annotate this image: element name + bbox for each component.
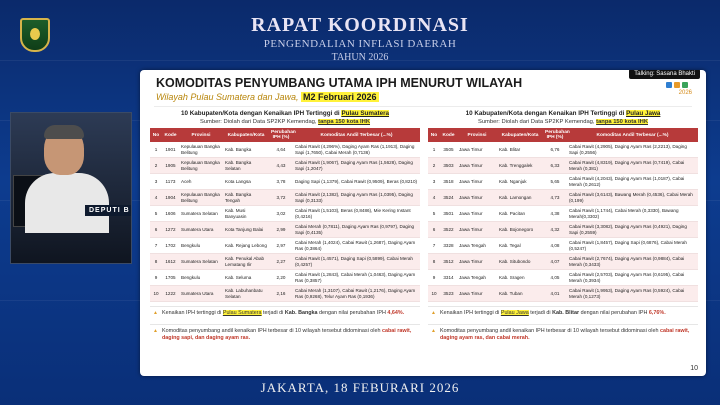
- table-cell: 8: [150, 254, 162, 270]
- table-cell: Cabai Rawit (2,1382), Daging Ayam Ras (1,0395), Daging Sapi (0,3133): [293, 190, 420, 206]
- table-row: [428, 206, 698, 222]
- table-cell: 3: [150, 174, 162, 190]
- table-cell: Cabai Rawit (1,1744), Cabai Merah (0,3330), Bawang Merah(0,3302): [567, 206, 698, 222]
- table-cell: Jawa Timur: [457, 286, 497, 302]
- table-cell: 8: [428, 254, 440, 270]
- table-cell: 3518: [440, 174, 457, 190]
- table-cell: 5: [428, 206, 440, 222]
- table-cell: Kepulauan Bangka Belitung: [179, 190, 223, 206]
- table-row: [150, 286, 420, 302]
- table-cell: 4,07: [543, 254, 567, 270]
- table-cell: 2,16: [269, 286, 293, 302]
- footer-location-date: JAKARTA, 18 FEBURARI 2026: [260, 380, 460, 395]
- table-cell: Aceh: [179, 174, 223, 190]
- table-cell: 3,02: [269, 206, 293, 222]
- event-title: RAPAT KOORDINASI: [251, 14, 469, 36]
- table-cell: Jawa Timur: [457, 190, 497, 206]
- panel-note: ▲ Komoditas penyumbang andil kenaikan IPH terbesar di 10 wilayah tersebut didominasi oleh cabai rawit, daging ayam ras, dan cabai merah.: [428, 324, 698, 345]
- column-header: Provinsi: [179, 128, 223, 142]
- table-cell: 1612: [162, 254, 179, 270]
- table-cell: 2,99: [269, 222, 293, 238]
- table-cell: Cabai Rawit (2,7674), Daging Ayam Ras (0,9884), Cabai Merah (0,3433): [567, 254, 698, 270]
- table-row: [150, 206, 420, 222]
- table-cell: 1705: [162, 270, 179, 286]
- table-row: [428, 254, 698, 270]
- table-row: [428, 142, 698, 158]
- table-cell: Bengkulu: [179, 238, 223, 254]
- table-cell: Cabai Rawit (1,5103), Beras (0,8486), Mie Kering Instant (0,4216): [293, 206, 420, 222]
- table-cell: 5: [150, 206, 162, 222]
- table-cell: 3: [428, 174, 440, 190]
- column-header: Komoditas Andil Terbesar (...%): [293, 128, 420, 142]
- speaker-nameplate: DEPUTI B: [85, 205, 132, 216]
- table-row: [150, 174, 420, 190]
- table-cell: Daging Sapi (1,1379), Cabai Rawit (0,9509), Beras (0,8210): [293, 174, 420, 190]
- column-header: Komoditas Andil Terbesar (...%): [567, 128, 698, 142]
- column-header: No: [428, 128, 440, 142]
- table-cell: Cabai Rawit (3,6143), Bawang Merah (0,4536), Cabai Merah (0,199): [567, 190, 698, 206]
- table-row: [428, 174, 698, 190]
- table-cell: Cabai Rawit (4,296%), Daging Ayam Ras (1,1913), Daging Sapi (1,7650), Cabai Merah (0,7136): [293, 142, 420, 158]
- table-cell: 5,65: [543, 174, 567, 190]
- table-row: [428, 158, 698, 174]
- table-cell: 1222: [162, 286, 179, 302]
- column-header: No: [150, 128, 162, 142]
- column-header: Kode: [162, 128, 179, 142]
- table-cell: Cabai Rawit (3,3082), Daging Ayam Ras (0,4921), Daging Sapi (0,2559): [567, 222, 698, 238]
- column-header: Kabupaten/Kota: [223, 128, 269, 142]
- table-cell: 3512: [440, 254, 457, 270]
- jawa-table: [428, 128, 698, 302]
- table-cell: 1: [150, 142, 162, 158]
- slide-title: KOMODITAS PENYUMBANG UTAMA IPH MENURUT WILAYAH: [156, 76, 523, 90]
- column-header: Provinsi: [457, 128, 497, 142]
- panel-title: 10 Kabupaten/Kota dengan Kenaikan IPH Tertinggi di Pulau Jawa: [465, 110, 661, 117]
- table-cell: Kab. Situbondo: [497, 254, 543, 270]
- sumatera-panel: [150, 110, 420, 345]
- table-cell: 4,01: [543, 286, 567, 302]
- table-cell: 4: [150, 190, 162, 206]
- sumatera-table: [150, 128, 420, 302]
- table-cell: Cabai Merah (0,7811), Daging Ayam Ras (0,9797), Daging Sapi (0,4135): [293, 222, 420, 238]
- table-cell: Kab. Bangka: [223, 142, 269, 158]
- table-row: [150, 158, 420, 174]
- panel-source: Sumber: Diolah dari Data SP2KP Kemendag, tanpa 150 kota IHK: [477, 119, 649, 125]
- table-cell: 3503: [440, 158, 457, 174]
- table-cell: Sumatera Selatan: [179, 254, 223, 270]
- page-number: 10: [690, 365, 698, 372]
- table-cell: 4,43: [269, 158, 293, 174]
- talking-indicator: Talking: Sasana Bhakti: [629, 70, 700, 79]
- panel-note: ▲ Kenaikan IPH tertinggi di Pulau Jawa terjadi di Kab. Blitar dengan nilai perubahan IPH 6,76%.: [428, 306, 698, 320]
- table-cell: 2,27: [269, 254, 293, 270]
- table-cell: Kab. Labuhanbatu Selatan: [223, 286, 269, 302]
- panel-title: 10 Kabupaten/Kota dengan Kenaikan IPH Tertinggi di Pulau Sumatera: [180, 110, 390, 117]
- table-cell: 4,32: [543, 222, 567, 238]
- table-cell: 1901: [162, 142, 179, 158]
- jawa-panel: [428, 110, 698, 345]
- table-cell: Kab. Rejang Lebong: [223, 238, 269, 254]
- table-cell: 2,20: [269, 270, 293, 286]
- table-cell: Cabai Rawit (1,4571), Daging Sapi (0,5899), Cabai Merah (0,4257): [293, 254, 420, 270]
- table-row: [428, 286, 698, 302]
- table-cell: Cabai Merah (1,3107), Cabai Rawit (1,2176), Daging Ayam Ras (0,9268), Telur Ayam Ras (0,1936): [293, 286, 420, 302]
- presentation-slide: [140, 70, 706, 376]
- table-cell: Kab. Lamongan: [497, 190, 543, 206]
- table-cell: 4,38: [543, 206, 567, 222]
- table-cell: Jawa Tengah: [457, 238, 497, 254]
- table-cell: Kab. Penukal Abab Lematang Ilir: [223, 254, 269, 270]
- table-cell: Cabai Rawit (4,8319), Daging Ayam Ras (0,7419), Cabai Merah (0,381): [567, 158, 698, 174]
- table-cell: 7: [428, 238, 440, 254]
- table-cell: Cabai Rawit (4,2905), Daging Ayam Ras (2,2213), Daging Sapi (0,2556): [567, 142, 698, 158]
- table-cell: Kab. Bangka Selatan: [223, 158, 269, 174]
- event-year: TAHUN 2026: [331, 52, 389, 63]
- table-cell: 2,97: [269, 238, 293, 254]
- table-cell: 3314: [440, 270, 457, 286]
- table-cell: Sumatera Utara: [179, 286, 223, 302]
- table-row: [428, 222, 698, 238]
- table-row: [428, 190, 698, 206]
- table-cell: 4,73: [543, 190, 567, 206]
- table-cell: 3523: [440, 286, 457, 302]
- table-cell: Sumatera Utara: [179, 222, 223, 238]
- table-cell: Kab. Blitar: [497, 142, 543, 158]
- table-cell: Kab. Nganjuk: [497, 174, 543, 190]
- table-cell: 6,33: [543, 158, 567, 174]
- table-cell: Kota Tanjung Balai: [223, 222, 269, 238]
- table-cell: Jawa Tengah: [457, 270, 497, 286]
- table-cell: 1905: [162, 158, 179, 174]
- table-cell: Cabai Rawit (1,8457), Daging Sapi (0,6876), Cabai Merah (0,5247): [567, 238, 698, 254]
- table-cell: Kepulauan Bangka Belitung: [179, 142, 223, 158]
- table-row: [428, 238, 698, 254]
- table-cell: Kab. Tegal: [497, 238, 543, 254]
- table-cell: 4,05: [543, 270, 567, 286]
- table-cell: 4,08: [543, 238, 567, 254]
- table-cell: 3505: [440, 142, 457, 158]
- table-cell: 2: [150, 158, 162, 174]
- table-cell: Jawa Timur: [457, 158, 497, 174]
- table-cell: 1702: [162, 238, 179, 254]
- table-cell: Kab. Seluma: [223, 270, 269, 286]
- table-row: [150, 190, 420, 206]
- column-header: Perubahan IPH (%): [545, 130, 570, 140]
- panel-note: ▲ Komoditas penyumbang andil kenaikan IPH terbesar di 10 wilayah tersebut didominasi oleh cabai rawit, daging sapi, dan daging ayam ras.: [150, 324, 420, 345]
- table-row: [428, 270, 698, 286]
- table-cell: Jawa Timur: [457, 254, 497, 270]
- panel-source: Sumber: Diolah dari Data SP2KP Kemendag, tanpa 150 kota IHK: [199, 119, 371, 125]
- table-row: [150, 142, 420, 158]
- table-row: [150, 238, 420, 254]
- table-cell: 3522: [440, 222, 457, 238]
- table-cell: 4: [428, 190, 440, 206]
- table-cell: Cabai Rawit (2,5703), Daging Ayam Ras (0,6195), Cabai Merah (0,3934): [567, 270, 698, 286]
- table-cell: 4,64: [269, 142, 293, 158]
- table-cell: Bengkulu: [179, 270, 223, 286]
- slide-subtitle: Wilayah Pulau Sumatera dan Jawa, M2 Februari 2026: [156, 92, 377, 102]
- table-cell: Cabai Rawit (1,9953), Daging Ayam Ras (0,5924), Cabai Merah (0,1273): [567, 286, 698, 302]
- table-cell: 1272: [162, 222, 179, 238]
- table-cell: Kab. Musi Banyuasin: [223, 206, 269, 222]
- table-cell: Sumatera Selatan: [179, 206, 223, 222]
- table-cell: 3,78: [269, 174, 293, 190]
- table-cell: 1173: [162, 174, 179, 190]
- speaker-body: [25, 173, 109, 233]
- table-cell: 1606: [162, 206, 179, 222]
- table-cell: Kab. Tuban: [497, 286, 543, 302]
- column-header: Kode: [440, 128, 457, 142]
- table-cell: 6,76: [543, 142, 567, 158]
- table-cell: 3501: [440, 206, 457, 222]
- event-subtitle: PENGENDALIAN INFLASI DAERAH: [263, 38, 457, 50]
- panel-note: ▲ Kenaikan IPH tertinggi di Pulau Sumatera terjadi di Kab. Bangka dengan nilai perubahan IPH 4,64%.: [150, 306, 420, 320]
- speaker-video: [10, 112, 132, 264]
- table-cell: 3,72: [269, 190, 293, 206]
- column-header: Kabupaten/Kota: [497, 128, 543, 142]
- table-cell: Jawa Timur: [457, 222, 497, 238]
- table-cell: 7: [150, 238, 162, 254]
- table-cell: 2: [428, 158, 440, 174]
- table-cell: Cabai Rawit (1,9067), Daging Ayam Ras (1,5628), Daging Sapi (1,2047): [293, 158, 420, 174]
- table-cell: 3524: [440, 190, 457, 206]
- table-row: [150, 270, 420, 286]
- table-cell: Kab. Sragen: [497, 270, 543, 286]
- table-cell: Jawa Timur: [457, 142, 497, 158]
- table-cell: 10: [428, 286, 440, 302]
- table-cell: 9: [428, 270, 440, 286]
- table-cell: 1: [428, 142, 440, 158]
- table-row: [150, 222, 420, 238]
- table-cell: 10: [150, 286, 162, 302]
- table-cell: 6: [428, 222, 440, 238]
- table-cell: Kota Langsa: [223, 174, 269, 190]
- column-header: Perubahan IPH (%): [271, 130, 296, 140]
- table-cell: 6: [150, 222, 162, 238]
- table-cell: Jawa Timur: [457, 206, 497, 222]
- table-cell: Kepulauan Bangka Belitung: [179, 158, 223, 174]
- table-cell: Cabai Rawit (1,2843), Cabai Merah (1,0463), Daging Ayam Ras (0,3857): [293, 270, 420, 286]
- table-cell: Kab. Bangka Tengah: [223, 190, 269, 206]
- table-cell: Cabai Rawit (4,2043), Daging Ayam Ras (1,0187), Cabai Merah (0,2612): [567, 174, 698, 190]
- table-cell: Kab. Trenggalek: [497, 158, 543, 174]
- slide-logo-year: 2026: [678, 90, 692, 96]
- table-row: [150, 254, 420, 270]
- table-cell: 3328: [440, 238, 457, 254]
- table-cell: Cabai Merah (1,4024), Cabai Rawit (1,2687), Daging Ayam Ras (0,3864): [293, 238, 420, 254]
- table-cell: Kab. Pacitan: [497, 206, 543, 222]
- table-cell: Kab. Bojonegoro: [497, 222, 543, 238]
- table-cell: 1904: [162, 190, 179, 206]
- table-cell: 9: [150, 270, 162, 286]
- table-cell: Jawa Timur: [457, 174, 497, 190]
